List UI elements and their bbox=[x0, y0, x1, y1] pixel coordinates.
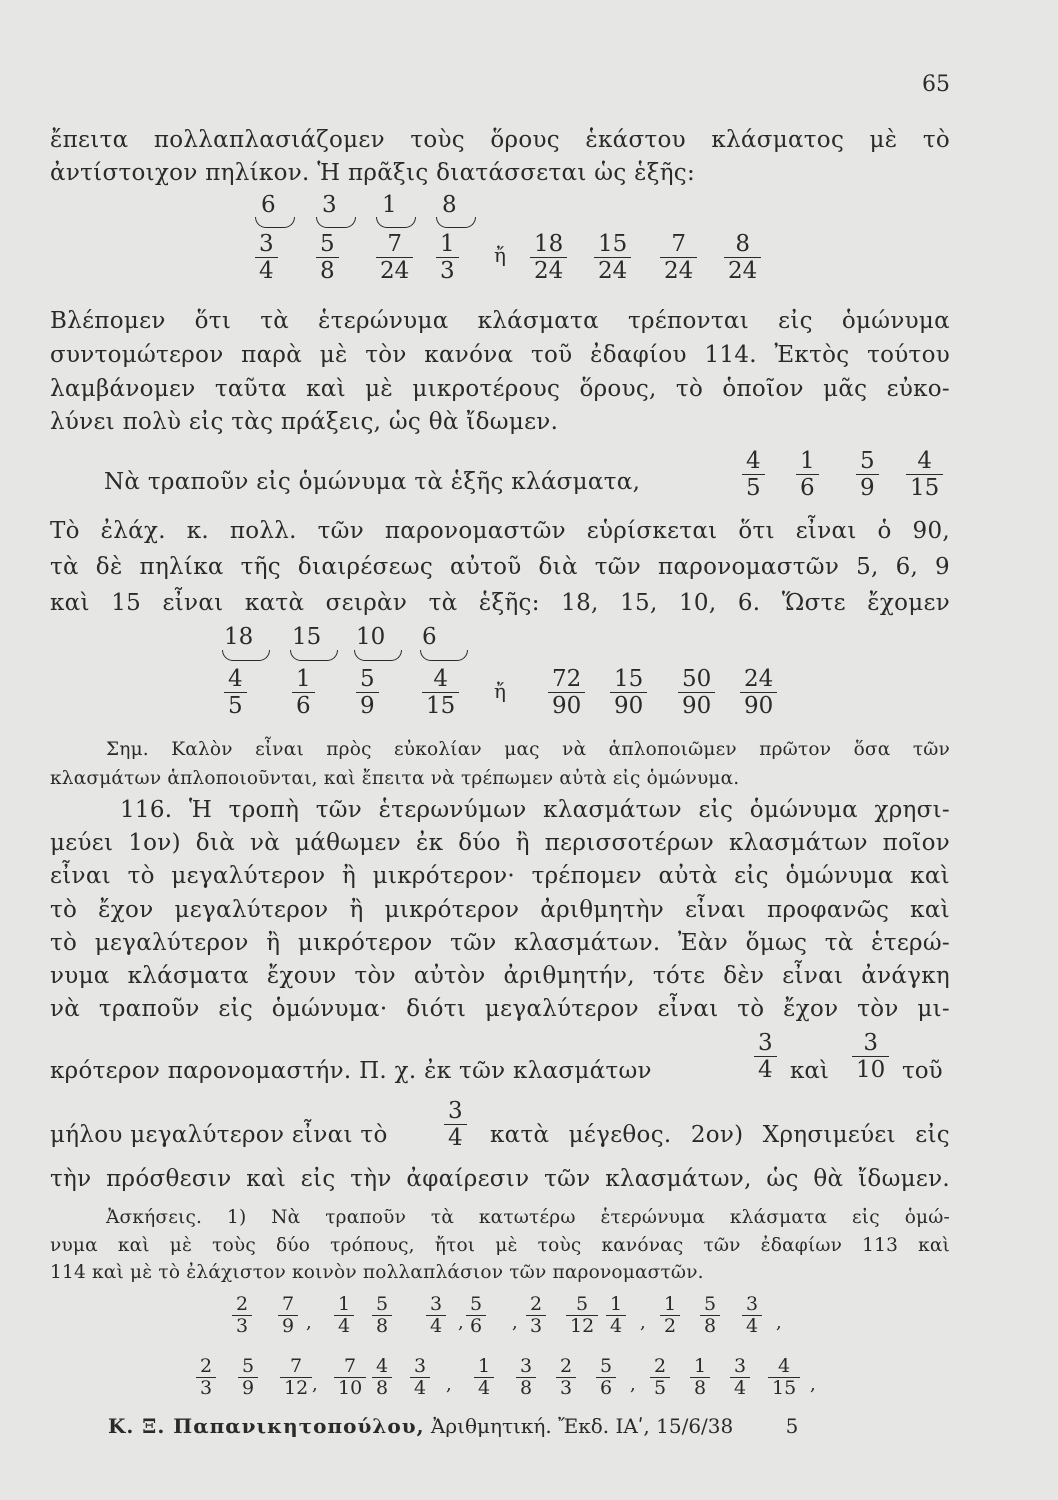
multiplier: 6 bbox=[422, 624, 437, 650]
exercise-fraction-numerator: 5 bbox=[376, 1293, 389, 1315]
result-fraction bbox=[594, 231, 631, 284]
section-116-line-9b: κατὰ μέγεθος. 2ον) Χρησιμεύει εἰς bbox=[490, 1122, 950, 1148]
fraction bbox=[742, 448, 765, 501]
fraction-denominator: 5 bbox=[224, 692, 247, 719]
exercise-fraction-denominator: 4 bbox=[730, 1377, 750, 1399]
exercise-fraction bbox=[232, 1294, 252, 1337]
fraction-numerator: 4 bbox=[917, 448, 932, 474]
fraction bbox=[255, 231, 278, 284]
section-116-line-10: τὴν πρόσθεσιν καὶ εἰς τὴν ἀφαίρεσιν τῶν κλασμάτων, ὡς θὰ ἴδωμεν. bbox=[50, 1166, 950, 1192]
result-fraction bbox=[548, 666, 585, 719]
exercise-fraction-numerator: 5 bbox=[600, 1355, 613, 1377]
result-fraction bbox=[678, 666, 715, 719]
exercise-fraction-denominator: 8 bbox=[372, 1315, 392, 1337]
exercise-fraction-numerator: 1 bbox=[478, 1355, 491, 1377]
fraction-numerator: 5 bbox=[320, 231, 335, 257]
result-fraction-numerator: 8 bbox=[735, 231, 750, 257]
exercise-fraction-denominator: 4 bbox=[334, 1315, 354, 1337]
word-tou: τοῦ bbox=[902, 1058, 943, 1084]
fraction-numerator: 1 bbox=[296, 666, 311, 692]
fraction-three-quarters-numerator: 3 bbox=[448, 1098, 463, 1124]
fraction-denominator: 24 bbox=[376, 257, 413, 284]
exercise-fraction-denominator: 6 bbox=[596, 1377, 616, 1399]
result-fraction-numerator: 7 bbox=[671, 231, 686, 257]
exercise-fraction bbox=[372, 1356, 392, 1399]
exercise-fraction-numerator: 2 bbox=[654, 1355, 667, 1377]
exercise-fraction bbox=[650, 1356, 670, 1399]
footer-signature: 5 bbox=[785, 1414, 799, 1438]
multiplier: 1 bbox=[382, 192, 397, 218]
section-116-line-9a: μήλου μεγαλύτερον εἶναι τὸ bbox=[50, 1122, 388, 1148]
footer-author: Κ. Ξ. Παπανικητοπούλου, bbox=[108, 1414, 425, 1438]
section-116-line-8: κρότερον παρονομαστήν. Π. χ. ἐκ τῶν κλασμάτων bbox=[50, 1058, 652, 1084]
exercise-fraction bbox=[526, 1294, 546, 1337]
result-fraction-denominator: 24 bbox=[724, 257, 761, 284]
fraction bbox=[436, 231, 459, 284]
fraction-denominator: 9 bbox=[356, 692, 379, 719]
exercise-fraction-denominator: 4 bbox=[742, 1315, 762, 1337]
result-fraction-numerator: 15 bbox=[614, 666, 644, 692]
fraction-denominator: 6 bbox=[292, 692, 315, 719]
fraction-numerator: 4 bbox=[746, 448, 761, 474]
multiplier: 18 bbox=[224, 624, 254, 650]
separator: , bbox=[312, 1374, 318, 1395]
exercise-fraction-numerator: 5 bbox=[470, 1293, 483, 1315]
exercise-fraction-numerator: 2 bbox=[530, 1293, 543, 1315]
exercise-fraction-denominator: 8 bbox=[700, 1315, 720, 1337]
exercise-fraction-denominator: 3 bbox=[232, 1315, 252, 1337]
exercise-fraction bbox=[334, 1356, 366, 1399]
exercise-fraction bbox=[280, 1356, 312, 1399]
text-line-10: καὶ 15 εἶναι κατὰ σειρὰν τὰ ἑξῆς: 18, 15, 10, 6. Ὥστε ἔχομεν bbox=[50, 590, 950, 616]
exercise-fraction bbox=[426, 1294, 446, 1337]
fraction bbox=[376, 231, 413, 284]
exercise-fraction-numerator: 4 bbox=[778, 1355, 791, 1377]
exercise-fraction-numerator: 7 bbox=[282, 1293, 295, 1315]
result-fraction-numerator: 15 bbox=[598, 231, 628, 257]
exercise-fraction bbox=[238, 1356, 258, 1399]
text-line-5: λαμβάνομεν ταῦτα καὶ μὲ μικροτέρους ὅρους, τὸ ὁποῖον μᾶς εὐκο- bbox=[50, 376, 950, 402]
fraction-numerator: 1 bbox=[440, 231, 455, 257]
exercise-fraction-numerator: 1 bbox=[694, 1355, 707, 1377]
section-116-line-2: μεύει 1ον) διὰ νὰ μάθωμεν ἐκ δύο ἢ περισσοτέρων κλασμάτων ποῖον bbox=[50, 830, 950, 856]
exercise-fraction-denominator: 10 bbox=[334, 1377, 366, 1399]
fraction bbox=[422, 666, 459, 719]
exercise-fraction-denominator: 3 bbox=[196, 1377, 216, 1399]
separator: , bbox=[512, 1312, 518, 1333]
or-symbol: ἤ bbox=[494, 679, 506, 703]
fraction-three-quarters-denominator: 4 bbox=[444, 1124, 467, 1151]
exercise-fraction-numerator: 2 bbox=[560, 1355, 573, 1377]
section-116-line-5: τὸ μεγαλύτερον ἢ μικρότερον τῶν κλασμάτων. Ἐὰν ὅμως τὰ ἑτερώ- bbox=[50, 930, 950, 956]
brace bbox=[376, 217, 416, 228]
result-fraction-denominator: 24 bbox=[660, 257, 697, 284]
exercise-fraction-denominator: 9 bbox=[238, 1377, 258, 1399]
fraction bbox=[796, 448, 819, 501]
fraction-three-tenths bbox=[852, 1030, 889, 1083]
section-116-line-1: 116. Ἡ τροπὴ τῶν ἑτερωνύμων κλασμάτων εἰς ὁμώνυμα χρησι- bbox=[120, 797, 950, 823]
exercise-fraction-numerator: 2 bbox=[200, 1355, 213, 1377]
or-symbol: ἤ bbox=[494, 243, 506, 267]
exercise-fraction-numerator: 1 bbox=[610, 1293, 623, 1315]
exercise-fraction bbox=[516, 1356, 536, 1399]
exercise-fraction-denominator: 3 bbox=[556, 1377, 576, 1399]
multiplier: 8 bbox=[442, 192, 457, 218]
fraction-three-quarters bbox=[444, 1098, 467, 1151]
brace bbox=[354, 650, 402, 661]
fraction-numerator: 7 bbox=[387, 231, 402, 257]
exercise-fraction-denominator: 8 bbox=[516, 1377, 536, 1399]
result-fraction bbox=[740, 666, 777, 719]
fraction-denominator: 4 bbox=[255, 257, 278, 284]
exercise-fraction bbox=[730, 1356, 750, 1399]
exercise-fraction bbox=[690, 1356, 710, 1399]
exercise-fraction bbox=[410, 1356, 430, 1399]
exercise-fraction-denominator: 4 bbox=[426, 1315, 446, 1337]
text-line-6: λύνει πολὺ εἰς τὰς πράξεις, ὡς θὰ ἴδωμεν. bbox=[50, 409, 559, 435]
result-fraction-denominator: 90 bbox=[740, 692, 777, 719]
exercise-fraction-denominator: 8 bbox=[372, 1377, 392, 1399]
exercise-fraction-denominator: 4 bbox=[410, 1377, 430, 1399]
exercise-fraction-numerator: 5 bbox=[704, 1293, 717, 1315]
fraction bbox=[224, 666, 247, 719]
exercise-fraction bbox=[474, 1356, 494, 1399]
exercise-fraction-denominator: 6 bbox=[466, 1315, 486, 1337]
text-line-7: Νὰ τραποῦν εἰς ὁμώνυμα τὰ ἑξῆς κλάσματα, bbox=[104, 469, 641, 495]
exercise-fraction-numerator: 3 bbox=[520, 1355, 533, 1377]
brace bbox=[436, 217, 476, 228]
exercise-fraction-denominator: 12 bbox=[280, 1377, 312, 1399]
separator: , bbox=[446, 1374, 452, 1395]
section-116-line-4: τὸ ἔχον μεγαλύτερον ἢ μικρότερον ἀριθμητὴν εἶναι προφανῶς καὶ bbox=[50, 897, 950, 923]
exercise-fraction bbox=[466, 1294, 486, 1337]
separator: , bbox=[630, 1374, 636, 1395]
exercise-line-2: νυμα καὶ μὲ τοὺς δύο τρόπους, ἤτοι μὲ τοὺς κανόνας τῶν ἐδαφίων 113 καὶ bbox=[50, 1235, 950, 1256]
result-fraction-numerator: 24 bbox=[744, 666, 774, 692]
exercise-fraction-denominator: 12 bbox=[566, 1315, 598, 1337]
fraction-three-quarters bbox=[754, 1030, 777, 1083]
exercise-fraction-numerator: 3 bbox=[430, 1293, 443, 1315]
result-fraction bbox=[724, 231, 761, 284]
exercise-fraction bbox=[660, 1294, 680, 1337]
result-fraction-numerator: 50 bbox=[682, 666, 712, 692]
section-116-line-3: εἶναι τὸ μεγαλύτερον ἢ μικρότερον· τρέπομεν αὐτὰ εἰς ὁμώνυμα καὶ bbox=[50, 863, 950, 889]
separator: , bbox=[458, 1312, 464, 1333]
result-fraction-numerator: 18 bbox=[534, 231, 564, 257]
fraction-denominator: 3 bbox=[436, 257, 459, 284]
page-number: 65 bbox=[922, 72, 950, 97]
brace bbox=[290, 650, 338, 661]
fraction-numerator: 4 bbox=[433, 666, 448, 692]
result-fraction-denominator: 90 bbox=[548, 692, 585, 719]
text-line-8: Τὸ ἐλάχ. κ. πολλ. τῶν παρονομαστῶν εὑρίσκεται ὅτι εἶναι ὁ 90, bbox=[50, 518, 950, 544]
result-fraction-denominator: 24 bbox=[530, 257, 567, 284]
separator: , bbox=[640, 1312, 646, 1333]
fraction-denominator: 9 bbox=[856, 474, 879, 501]
exercise-fraction-numerator: 7 bbox=[290, 1355, 303, 1377]
fraction-numerator: 1 bbox=[800, 448, 815, 474]
multiplier: 15 bbox=[292, 624, 322, 650]
exercise-fraction-numerator: 7 bbox=[344, 1355, 357, 1377]
result-fraction-numerator: 72 bbox=[552, 666, 582, 692]
exercise-fraction-denominator: 3 bbox=[526, 1315, 546, 1337]
note-line-2: κλασμάτων ἁπλοποιοῦνται, καὶ ἔπειτα νὰ τρέπωμεν αὐτὰ εἰς ὁμώνυμα. bbox=[50, 768, 740, 789]
fraction-denominator: 15 bbox=[422, 692, 459, 719]
fraction bbox=[906, 448, 943, 501]
fraction-denominator: 8 bbox=[316, 257, 339, 284]
exercise-fraction-numerator: 5 bbox=[576, 1293, 589, 1315]
note-line-1: Σημ. Καλὸν εἶναι πρὸς εὐκολίαν μας νὰ ἁπλοποιῶμεν πρῶτον ὅσα τῶν bbox=[106, 739, 950, 760]
exercise-fraction bbox=[768, 1356, 800, 1399]
exercise-fraction-denominator: 15 bbox=[768, 1377, 800, 1399]
exercise-fraction bbox=[556, 1356, 576, 1399]
text-line-9: τὰ δὲ πηλίκα τῆς διαιρέσεως αὐτοῦ διὰ τῶν παρονομαστῶν 5, 6, 9 bbox=[50, 554, 950, 580]
exercise-line-3: 114 καὶ μὲ τὸ ἐλάχιστον κοινὸν πολλαπλάσιον τῶν παρονομαστῶν. bbox=[50, 1262, 704, 1283]
fraction-numerator: 4 bbox=[228, 666, 243, 692]
fraction bbox=[292, 666, 315, 719]
exercise-fraction-denominator: 8 bbox=[690, 1377, 710, 1399]
exercise-fraction bbox=[596, 1356, 616, 1399]
exercise-fraction-denominator: 9 bbox=[278, 1315, 298, 1337]
exercise-fraction bbox=[700, 1294, 720, 1337]
fraction bbox=[316, 231, 339, 284]
brace bbox=[255, 217, 295, 228]
fraction bbox=[856, 448, 879, 501]
result-fraction-denominator: 90 bbox=[678, 692, 715, 719]
word-kai: καὶ bbox=[790, 1058, 829, 1084]
fraction-three-quarters-numerator: 3 bbox=[758, 1030, 773, 1056]
fraction-three-quarters-denominator: 4 bbox=[754, 1056, 777, 1083]
brace bbox=[316, 217, 356, 228]
exercise-fraction-numerator: 1 bbox=[338, 1293, 351, 1315]
multiplier: 10 bbox=[356, 624, 386, 650]
exercise-fraction bbox=[566, 1294, 598, 1337]
exercise-fraction bbox=[278, 1294, 298, 1337]
fraction-three-tenths-numerator: 3 bbox=[863, 1030, 878, 1056]
fraction-numerator: 5 bbox=[360, 666, 375, 692]
exercise-fraction-numerator: 3 bbox=[414, 1355, 427, 1377]
exercise-fraction bbox=[334, 1294, 354, 1337]
fraction-three-tenths-denominator: 10 bbox=[852, 1056, 889, 1083]
exercise-fraction-denominator: 2 bbox=[660, 1315, 680, 1337]
exercise-fraction bbox=[606, 1294, 626, 1337]
text-line-1: ἔπειτα πολλαπλασιάζομεν τοὺς ὅρους ἑκάστου κλάσματος μὲ τὸ bbox=[50, 127, 950, 153]
text-line-2: ἀντίστοιχον πηλίκον. Ἡ πρᾶξις διατάσσεται ὡς ἑξῆς: bbox=[50, 160, 696, 186]
footer-rest: Ἀριθμητική. Ἔκδ. ΙΑʹ, 15/6/38 bbox=[430, 1414, 734, 1438]
exercise-fraction-denominator: 4 bbox=[606, 1315, 626, 1337]
fraction-numerator: 3 bbox=[259, 231, 274, 257]
separator: , bbox=[810, 1374, 816, 1395]
separator: , bbox=[776, 1312, 782, 1333]
exercise-fraction-denominator: 4 bbox=[474, 1377, 494, 1399]
fraction-numerator: 5 bbox=[860, 448, 875, 474]
brace bbox=[420, 650, 468, 661]
fraction-denominator: 15 bbox=[906, 474, 943, 501]
fraction bbox=[356, 666, 379, 719]
exercise-fraction-numerator: 3 bbox=[734, 1355, 747, 1377]
exercise-fraction-numerator: 1 bbox=[664, 1293, 677, 1315]
section-116-line-6: νυμα κλάσματα ἔχουν τὸν αὐτὸν ἀριθμητήν, τότε δὲν εἶναι ἀνάγκη bbox=[50, 963, 950, 989]
exercise-fraction-numerator: 5 bbox=[242, 1355, 255, 1377]
fraction-denominator: 5 bbox=[742, 474, 765, 501]
result-fraction-denominator: 90 bbox=[610, 692, 647, 719]
exercise-fraction bbox=[742, 1294, 762, 1337]
section-116-line-7: νὰ τραποῦν εἰς ὁμώνυμα· διότι μεγαλύτερον εἶναι τὸ ἔχον τὸν μι- bbox=[50, 996, 950, 1022]
result-fraction bbox=[610, 666, 647, 719]
result-fraction bbox=[530, 231, 567, 284]
multiplier: 6 bbox=[261, 192, 276, 218]
exercise-fraction-numerator: 4 bbox=[376, 1355, 389, 1377]
result-fraction-denominator: 24 bbox=[594, 257, 631, 284]
multiplier: 3 bbox=[322, 192, 337, 218]
text-line-4: συντομώτερον παρὰ μὲ τὸν κανόνα τοῦ ἐδαφίου 114. Ἐκτὸς τούτου bbox=[50, 342, 950, 368]
text-line-3: Βλέπομεν ὅτι τὰ ἑτερώνυμα κλάσματα τρέπονται εἰς ὁμώνυμα bbox=[50, 308, 950, 334]
exercise-fraction-denominator: 5 bbox=[650, 1377, 670, 1399]
exercise-fraction-numerator: 3 bbox=[746, 1293, 759, 1315]
exercise-fraction bbox=[196, 1356, 216, 1399]
fraction-denominator: 6 bbox=[796, 474, 819, 501]
exercise-fraction bbox=[372, 1294, 392, 1337]
page-footer bbox=[108, 1414, 798, 1438]
exercise-fraction-numerator: 2 bbox=[236, 1293, 249, 1315]
brace bbox=[222, 650, 270, 661]
result-fraction bbox=[660, 231, 697, 284]
exercise-line-1: Ἀσκήσεις. 1) Νὰ τραποῦν τὰ κατωτέρω ἑτερώνυμα κλάσματα εἰς ὁμώ- bbox=[106, 1207, 950, 1228]
separator: , bbox=[306, 1312, 312, 1333]
